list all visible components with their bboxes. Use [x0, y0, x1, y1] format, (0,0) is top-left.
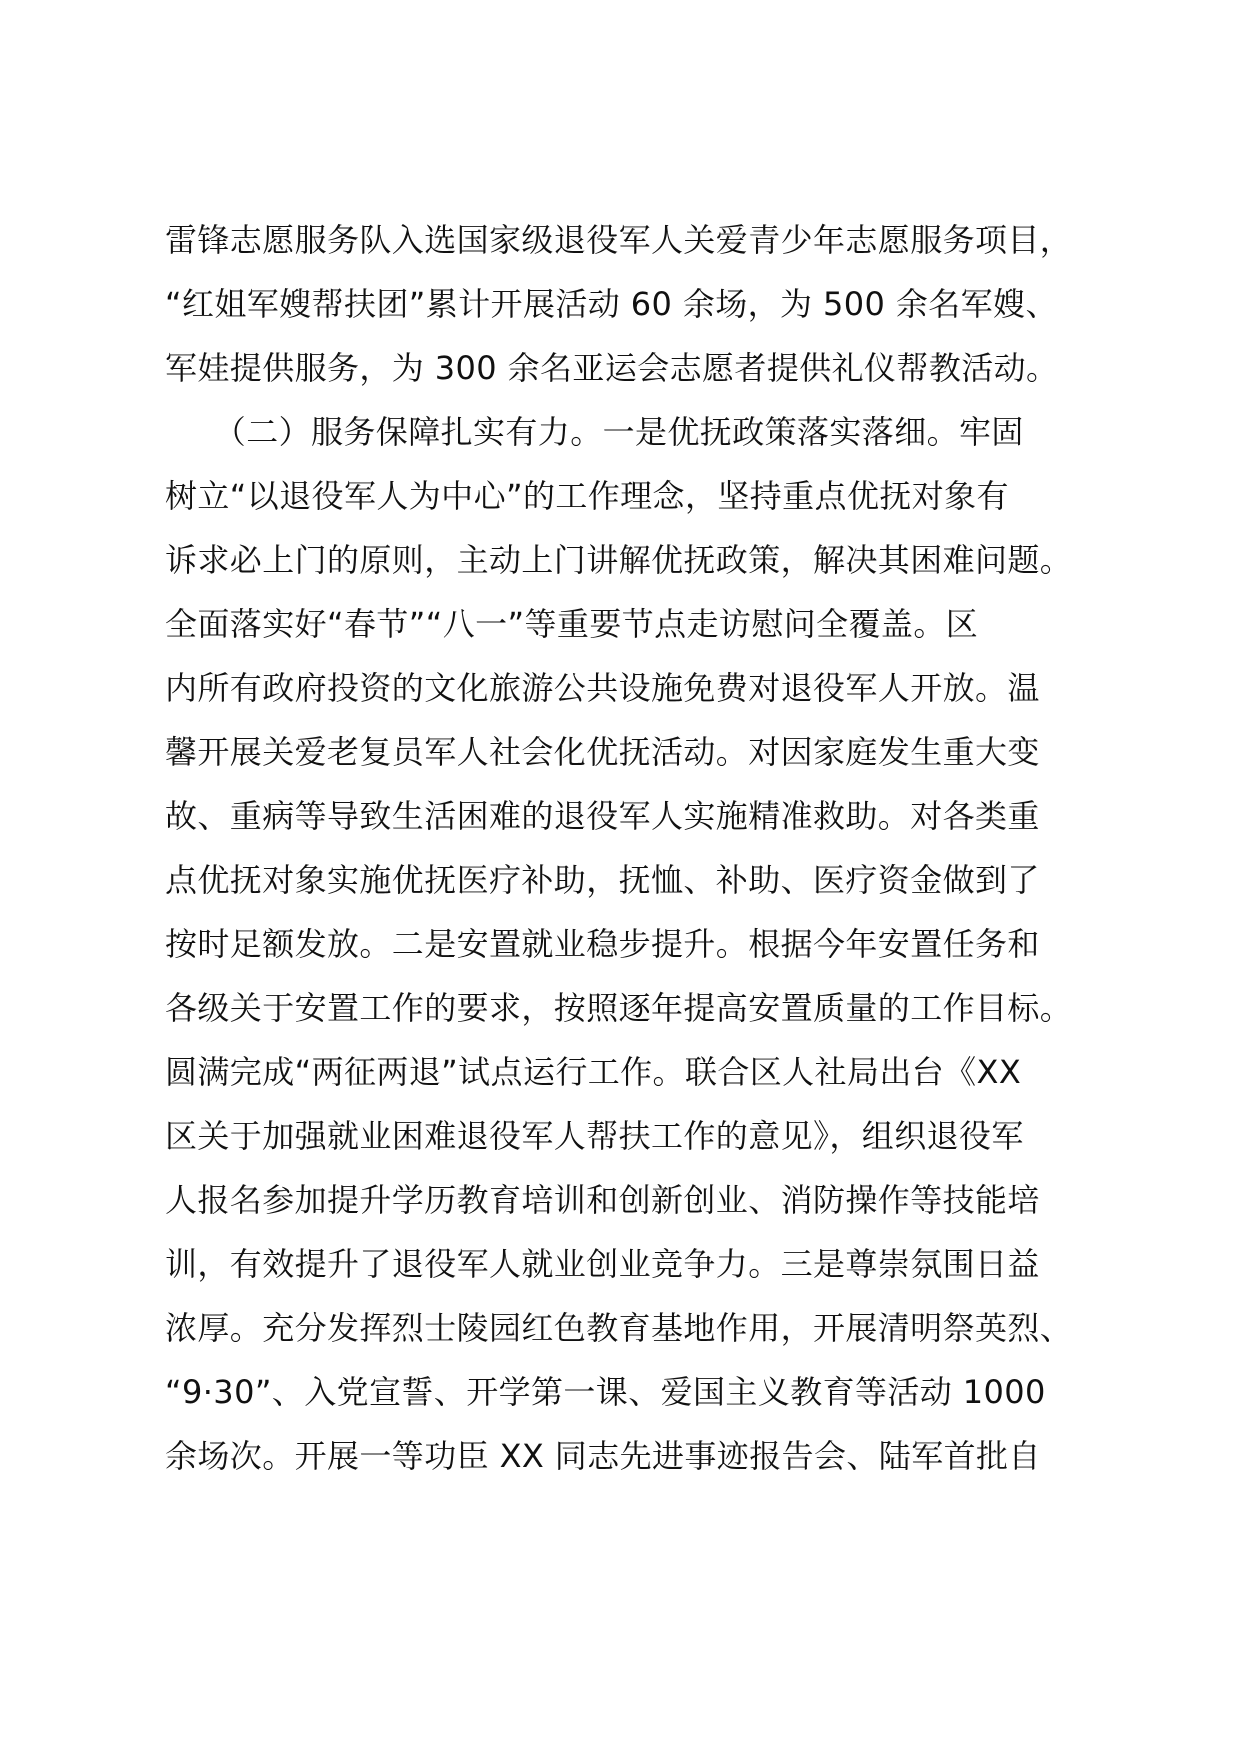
text-line: 树立“以退役军人为中心”的工作理念，坚持重点优抚对象有: [165, 477, 1009, 515]
text-line: 人报名参加提升学历教育培训和创新创业、消防操作等技能培: [165, 1181, 1040, 1219]
text-line: 余场次。开展一等功臣 XX 同志先进事迹报告会、陆军首批自: [165, 1437, 1041, 1475]
text-line: 点优抚对象实施优抚医疗补助，抚恤、补助、医疗资金做到了: [165, 861, 1040, 899]
text-line: 浓厚。充分发挥烈士陵园红色教育基地作用，开展清明祭英烈、: [165, 1309, 1073, 1347]
text-line: 区关于加强就业困难退役军人帮扶工作的意见》，组织退役军: [165, 1117, 1024, 1155]
text-line: 雷锋志愿服务队入选国家级退役军人关爱青少年志愿服务项目，: [165, 221, 1073, 259]
text-line: 全面落实好“春节”“八一”等重要节点走访慰问全覆盖。区: [165, 605, 979, 643]
text-line: 诉求必上门的原则，主动上门讲解优抚政策，解决其困难问题。: [165, 541, 1073, 579]
text-line: 故、重病等导致生活困难的退役军人实施精准救助。对各类重: [165, 797, 1040, 835]
text-line: 内所有政府投资的文化旅游公共设施免费对退役军人开放。温: [165, 669, 1040, 707]
text-line: 各级关于安置工作的要求，按照逐年提高安置质量的工作目标。: [165, 989, 1073, 1027]
text-line: 按时足额发放。二是安置就业稳步提升。根据今年安置任务和: [165, 925, 1040, 963]
body-paragraphs: [165, 208, 1085, 1488]
text-line: 馨开展关爱老复员军人社会化优抚活动。对因家庭发生重大变: [165, 733, 1040, 771]
text-line: “红姐军嫂帮扶团”累计开展活动 60 余场，为 500 余名军嫂、: [165, 285, 1058, 323]
text-line: “9·30”、入党宣誓、开学第一课、爱国主义教育等活动 1000: [165, 1373, 1046, 1411]
text-line: 军娃提供服务，为 300 余名亚运会志愿者提供礼仪帮教活动。: [165, 349, 1059, 387]
text-line: 训，有效提升了退役军人就业创业竞争力。三是尊崇氛围日益: [165, 1245, 1040, 1283]
text-line: 圆满完成“两征两退”试点运行工作。联合区人社局出台《XX: [165, 1053, 1022, 1091]
section-heading-line: （二）服务保障扎实有力。一是优抚政策落实落细。牢固: [165, 413, 1024, 451]
